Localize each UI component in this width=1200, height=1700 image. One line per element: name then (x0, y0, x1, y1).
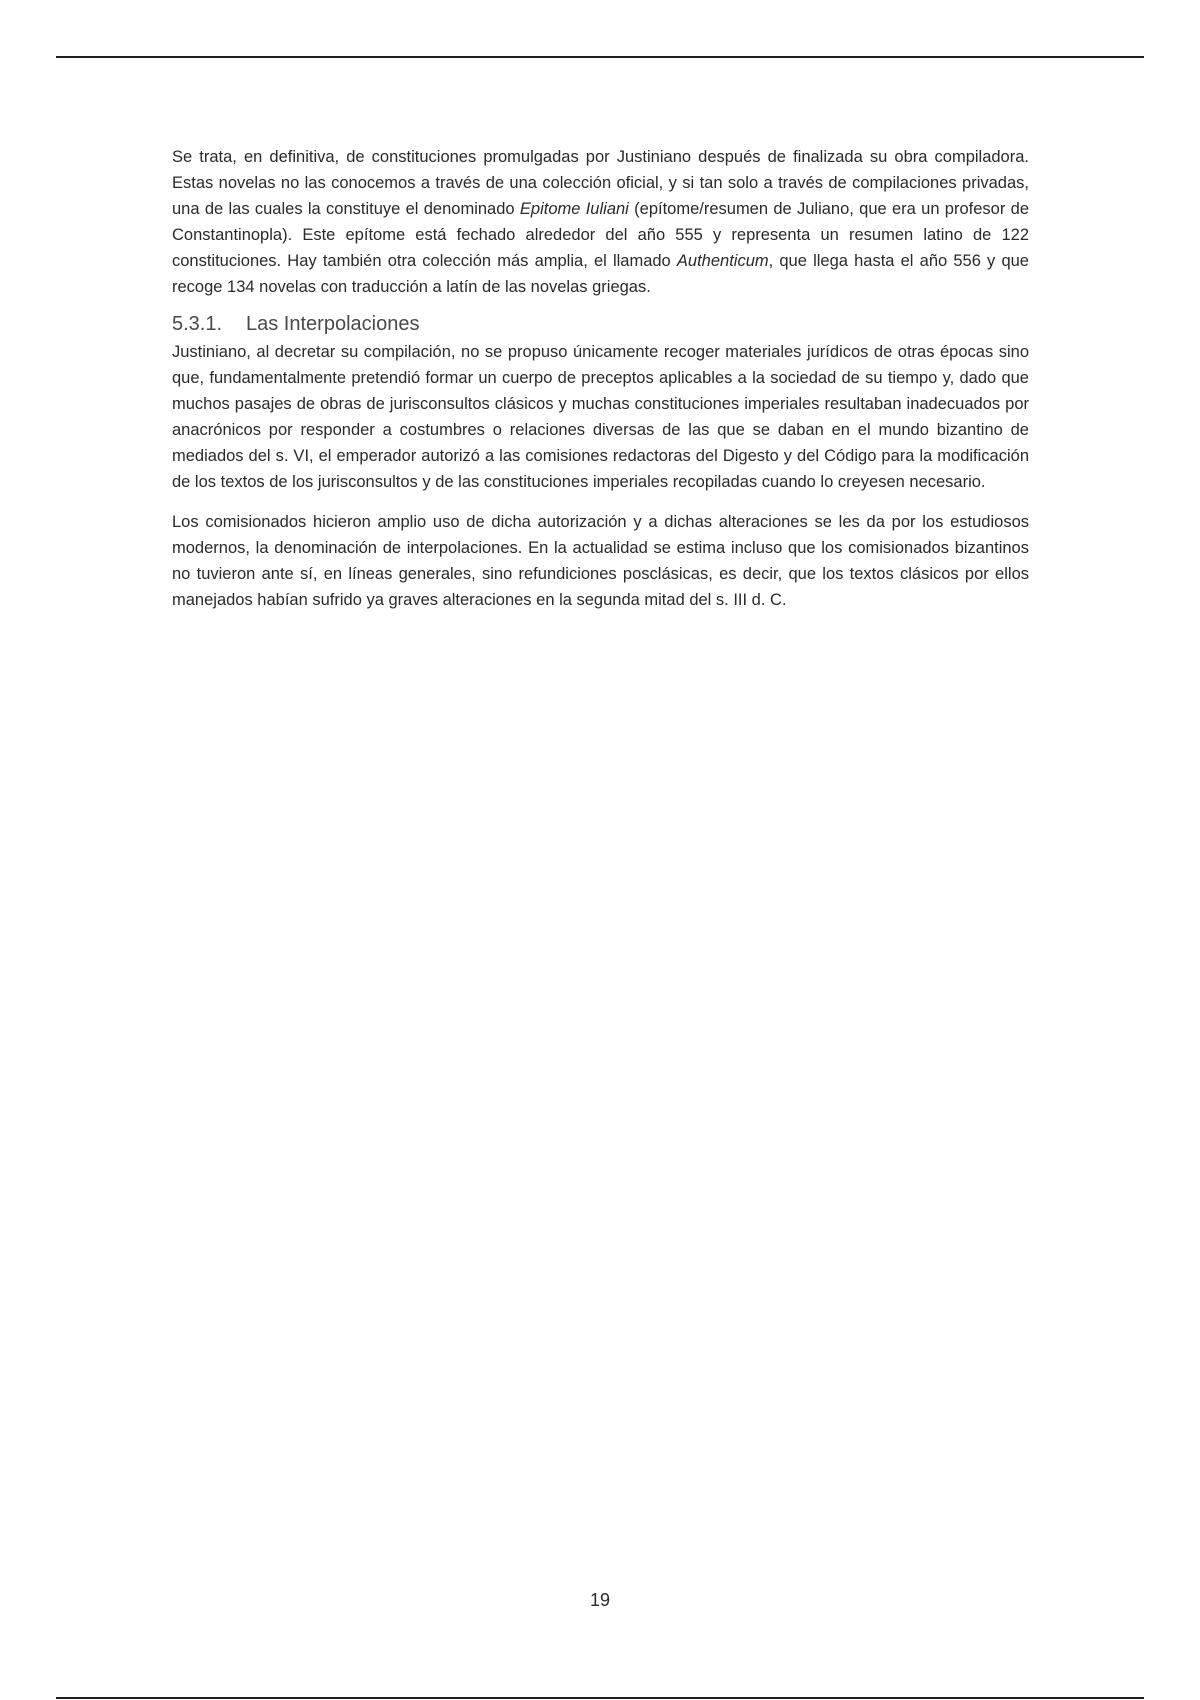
paragraph-text: Se trata, en definitiva, de constituciones promulgadas por Justiniano después de finalizada su obra compiladora. Estas novelas no las conocemos a través de una colección oficial, y si tan solo a través de compilaciones privadas, una de las cuales la constituye el denominado (172, 148, 1029, 218)
footer-rule (56, 1697, 1144, 1699)
section-number: 5.3.1. (172, 313, 223, 335)
paragraph-text: , que llega hasta el año 556 y que recoge 134 novelas con traducción a latín de las novelas griegas. (172, 252, 1029, 296)
page-content (172, 144, 1029, 613)
paragraph-text: (epítome/resumen de Juliano, que era un profesor de Constantinopla). Este epítome está fechado alrededor del año 555 y representa un resumen latino de 122 constituciones. Hay también otra colección más amplia, el llamado (172, 200, 1029, 270)
italic-term-authenticum: Authenticum (676, 252, 769, 270)
paragraph-comisionados: Los comisionados hicieron amplio uso de dicha autorización y a dichas alteraciones se les da por los estudiosos modernos, la denominación de interpolaciones. En la actualidad se estima incluso que los comisionados bizantinos no tuvieron ante sí, en líneas generales, sino refundiciones posclásicas, es decir, que los textos clásicos por ellos manejados habían sufrido ya graves alteraciones en la segunda mitad del s. III d. C. (172, 513, 1029, 609)
page-number: 19 (589, 1590, 611, 1610)
header-rule (56, 56, 1144, 58)
section-title: Las Interpolaciones (246, 313, 420, 335)
italic-term-epitome-iuliani: Epitome Iuliani (519, 200, 629, 218)
section-heading (172, 309, 1029, 339)
paragraph-justiniano: Justiniano, al decretar su compilación, no se propuso únicamente recoger materiales jurídicos de otras épocas sino que, fundamentalmente pretendió formar un cuerpo de preceptos aplicables a la sociedad de su tiempo y, dado que muchos pasajes de obras de jurisconsultos clásicos y muchas constituciones imperiales resultaban inadecuados por anacrónicos por responder a costumbres o relaciones diversas de las que se daban en el mundo bizantino de mediados del s. VI, el emperador autorizó a las comisiones redactoras del Digesto y del Código para la modificación de los textos de los jurisconsultos y de las constituciones imperiales recopiladas cuando lo creyesen necesario. (172, 343, 1029, 491)
paragraph-novelas (172, 144, 1029, 300)
